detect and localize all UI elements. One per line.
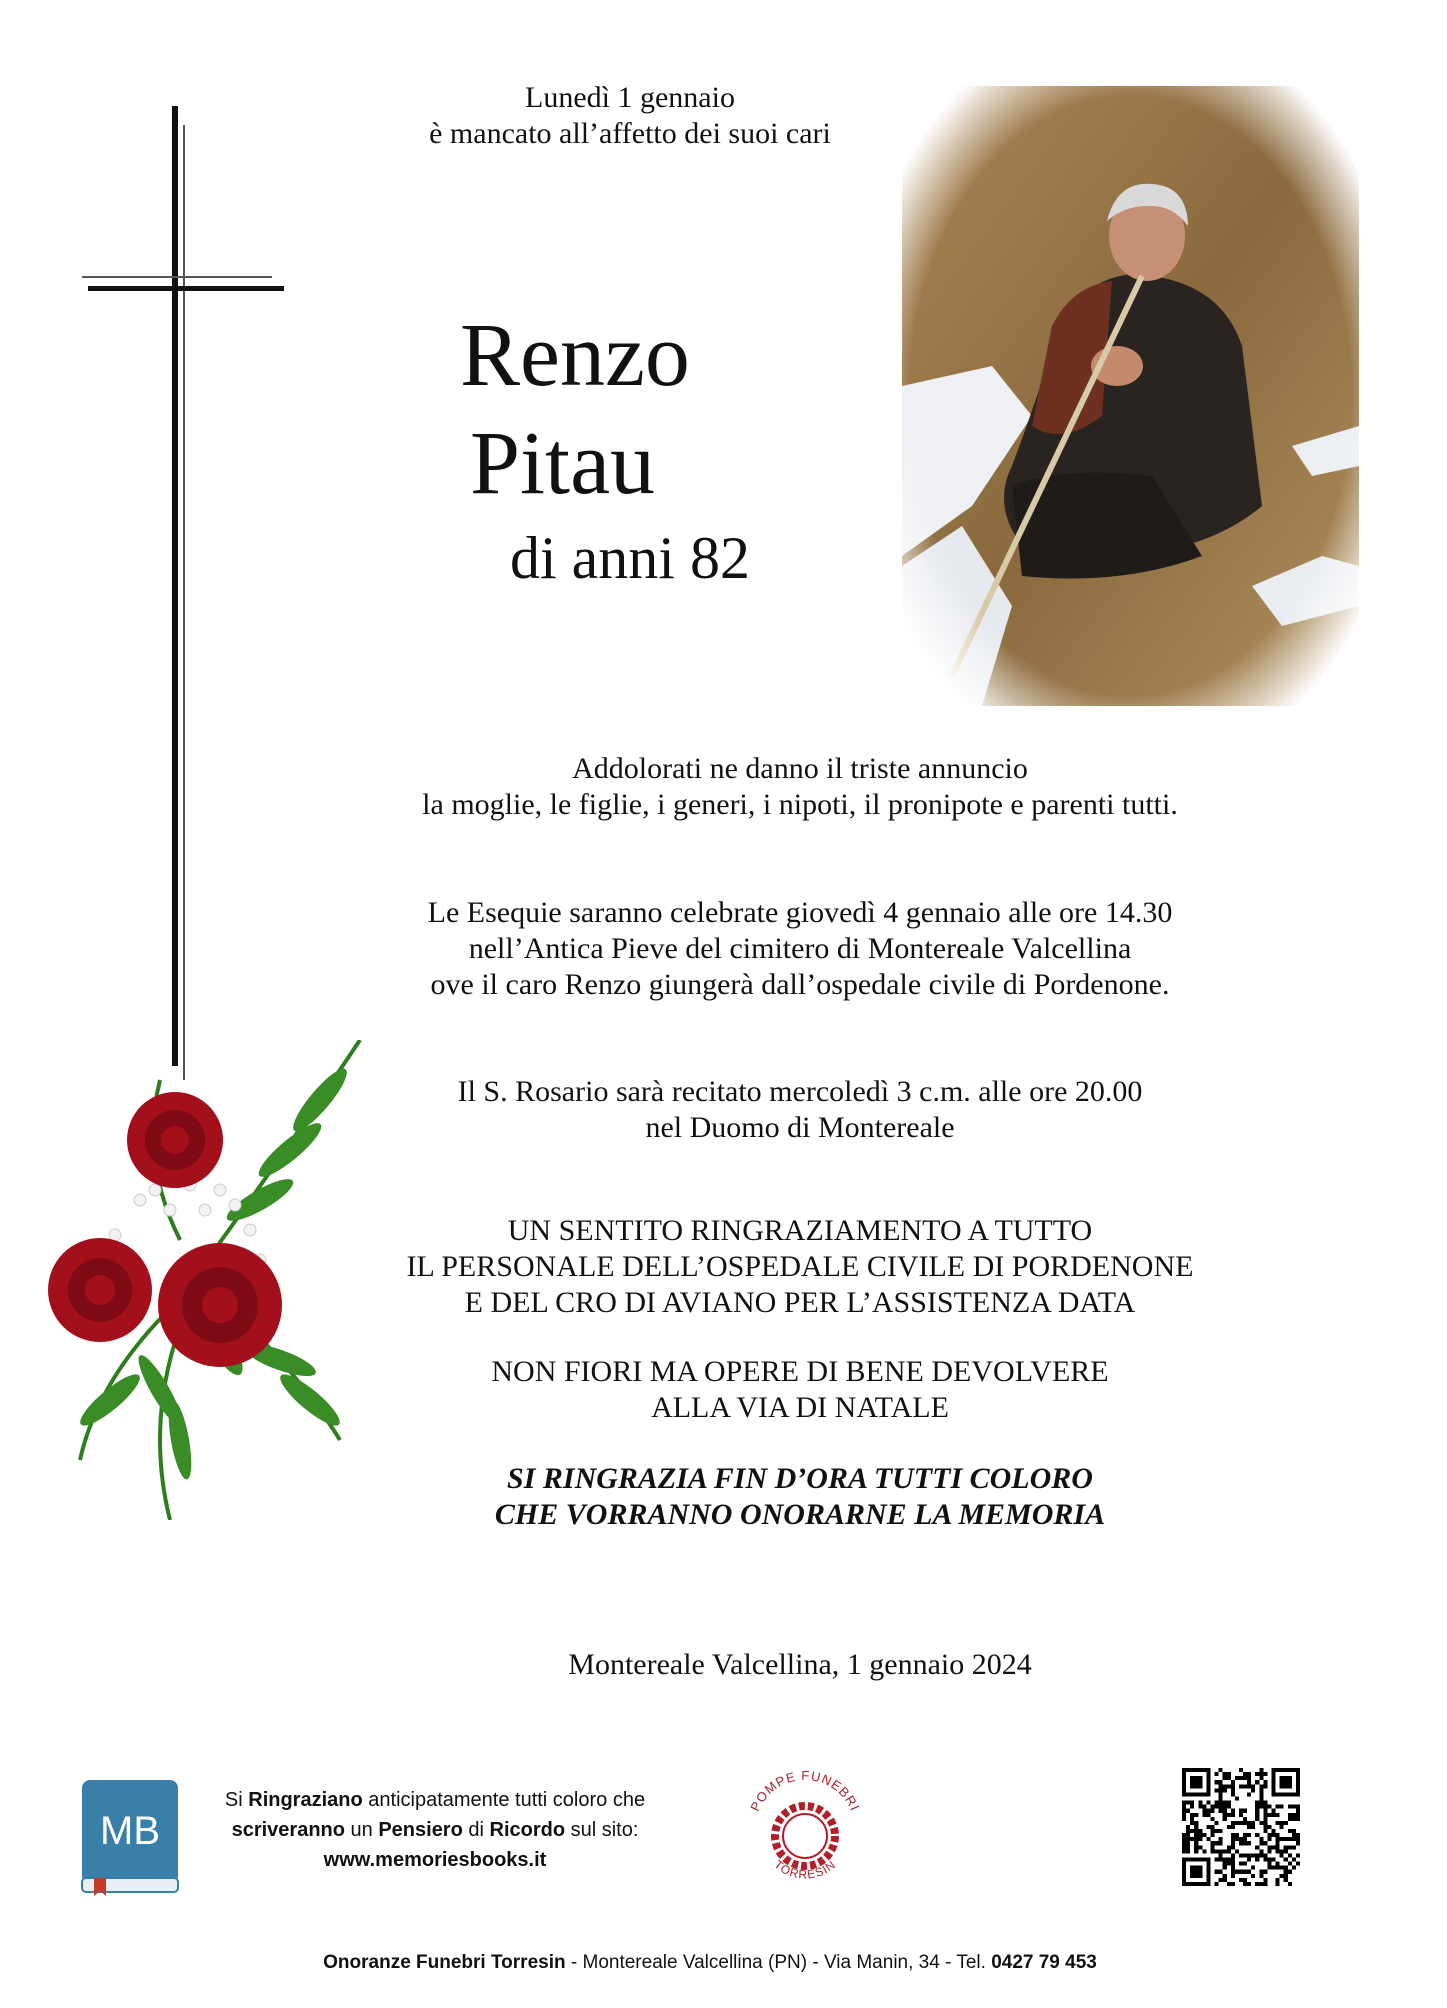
mb-text-part: di — [462, 1819, 490, 1841]
memoriesbooks-link[interactable]: www.memoriesbooks.it — [323, 1849, 547, 1871]
passed-line: è mancato all’affetto dei suoi cari — [429, 117, 831, 150]
cross-horizontal-shadow — [82, 276, 272, 278]
funeral-line-1: Le Esequie saranno celebrate giovedì 4 gennaio alle ore 14.30 — [427, 896, 1173, 929]
funeral-line-3: ove il caro Renzo giungerà dall’ospedale civile di Pordenone. — [430, 968, 1170, 1001]
announcement-line-1: Addolorati ne danno il triste annuncio — [572, 752, 1028, 785]
thanks-line-3: E DEL CRO DI AVIANO PER L’ASSISTENZA DATA — [464, 1286, 1136, 1319]
memoriesbooks-logo[interactable] — [80, 1778, 180, 1896]
roses-bouquet-image — [20, 1040, 380, 1520]
funeral-line-2: nell’Antica Pieve del cimitero di Montereale Valcellina — [468, 932, 1132, 965]
mb-text-part: anticipatamente tutti coloro che — [362, 1789, 646, 1811]
svg-text:TORRESIN — [771, 1857, 838, 1881]
qr-code[interactable] — [1182, 1768, 1300, 1886]
mb-logo-text: MB — [100, 1809, 160, 1853]
mb-text-bold: scriveranno — [231, 1819, 345, 1841]
mb-text-bold: Pensiero — [378, 1819, 463, 1841]
company-phone[interactable]: 0427 79 453 — [991, 1952, 1097, 1973]
mb-text-part: Si — [224, 1789, 249, 1811]
seal-top-text: POMPE FUNEBRI — [747, 1767, 863, 1814]
closing-line-2: CHE VORRANNO ONORARNE LA MEMORIA — [494, 1498, 1106, 1531]
place-date: Montereale Valcellina, 1 gennaio 2024 — [568, 1648, 1032, 1681]
cross-horizontal-bar — [88, 286, 284, 291]
company-name: Onoranze Funebri Torresin — [323, 1952, 566, 1973]
thanks-message — [320, 1213, 1280, 1321]
donations-message — [320, 1354, 1280, 1426]
portrait-photo — [902, 86, 1359, 706]
mb-text-bold: Ringraziano — [248, 1789, 363, 1811]
announcement-line-2: la moglie, le figlie, i generi, i nipoti, il pronipote e parenti tutti. — [422, 788, 1178, 821]
date-line: Lunedì 1 gennaio — [525, 81, 735, 114]
donations-line-1: NON FIORI MA OPERE DI BENE DEVOLVERE — [491, 1355, 1109, 1388]
thanks-line-2: IL PERSONALE DELL’OSPEDALE CIVILE DI PORDENONE — [406, 1250, 1194, 1283]
last-name: Pitau — [470, 414, 656, 513]
thanks-line-1: UN SENTITO RINGRAZIAMENTO A TUTTO — [507, 1214, 1093, 1247]
pompe-funebri-torresin-seal — [740, 1760, 870, 1900]
rosary-info — [320, 1074, 1280, 1146]
closing-message — [320, 1461, 1280, 1533]
memoriesbooks-message — [205, 1785, 665, 1875]
svg-text:POMPE FUNEBRI — [747, 1768, 863, 1814]
rosary-line-1: Il S. Rosario sarà recitato mercoledì 3 c.m. alle ore 20.00 — [457, 1075, 1143, 1108]
funeral-home-footer — [200, 1950, 1220, 1976]
funeral-info — [320, 895, 1280, 1003]
donations-line-2: ALLA VIA DI NATALE — [651, 1391, 949, 1424]
first-name: Renzo — [460, 306, 690, 405]
company-address: - Montereale Valcellina (PN) - Via Manin, 34 - Tel. — [565, 1952, 992, 1973]
age-line: di anni 82 — [510, 525, 750, 591]
cross-vertical-shadow — [183, 125, 185, 1080]
announcement — [320, 751, 1280, 823]
seal-bottom-text: TORRESIN — [771, 1857, 839, 1882]
rosary-line-2: nel Duomo di Montereale — [645, 1111, 955, 1144]
death-notice-header — [380, 80, 880, 152]
mb-text-bold: Ricordo — [489, 1819, 566, 1841]
mb-text-part: un — [344, 1819, 379, 1841]
mb-text-part: sul sito: — [565, 1819, 639, 1841]
cross-vertical-bar — [172, 106, 178, 1066]
closing-line-1: SI RINGRAZIA FIN D’ORA TUTTI COLORO — [507, 1462, 1093, 1495]
